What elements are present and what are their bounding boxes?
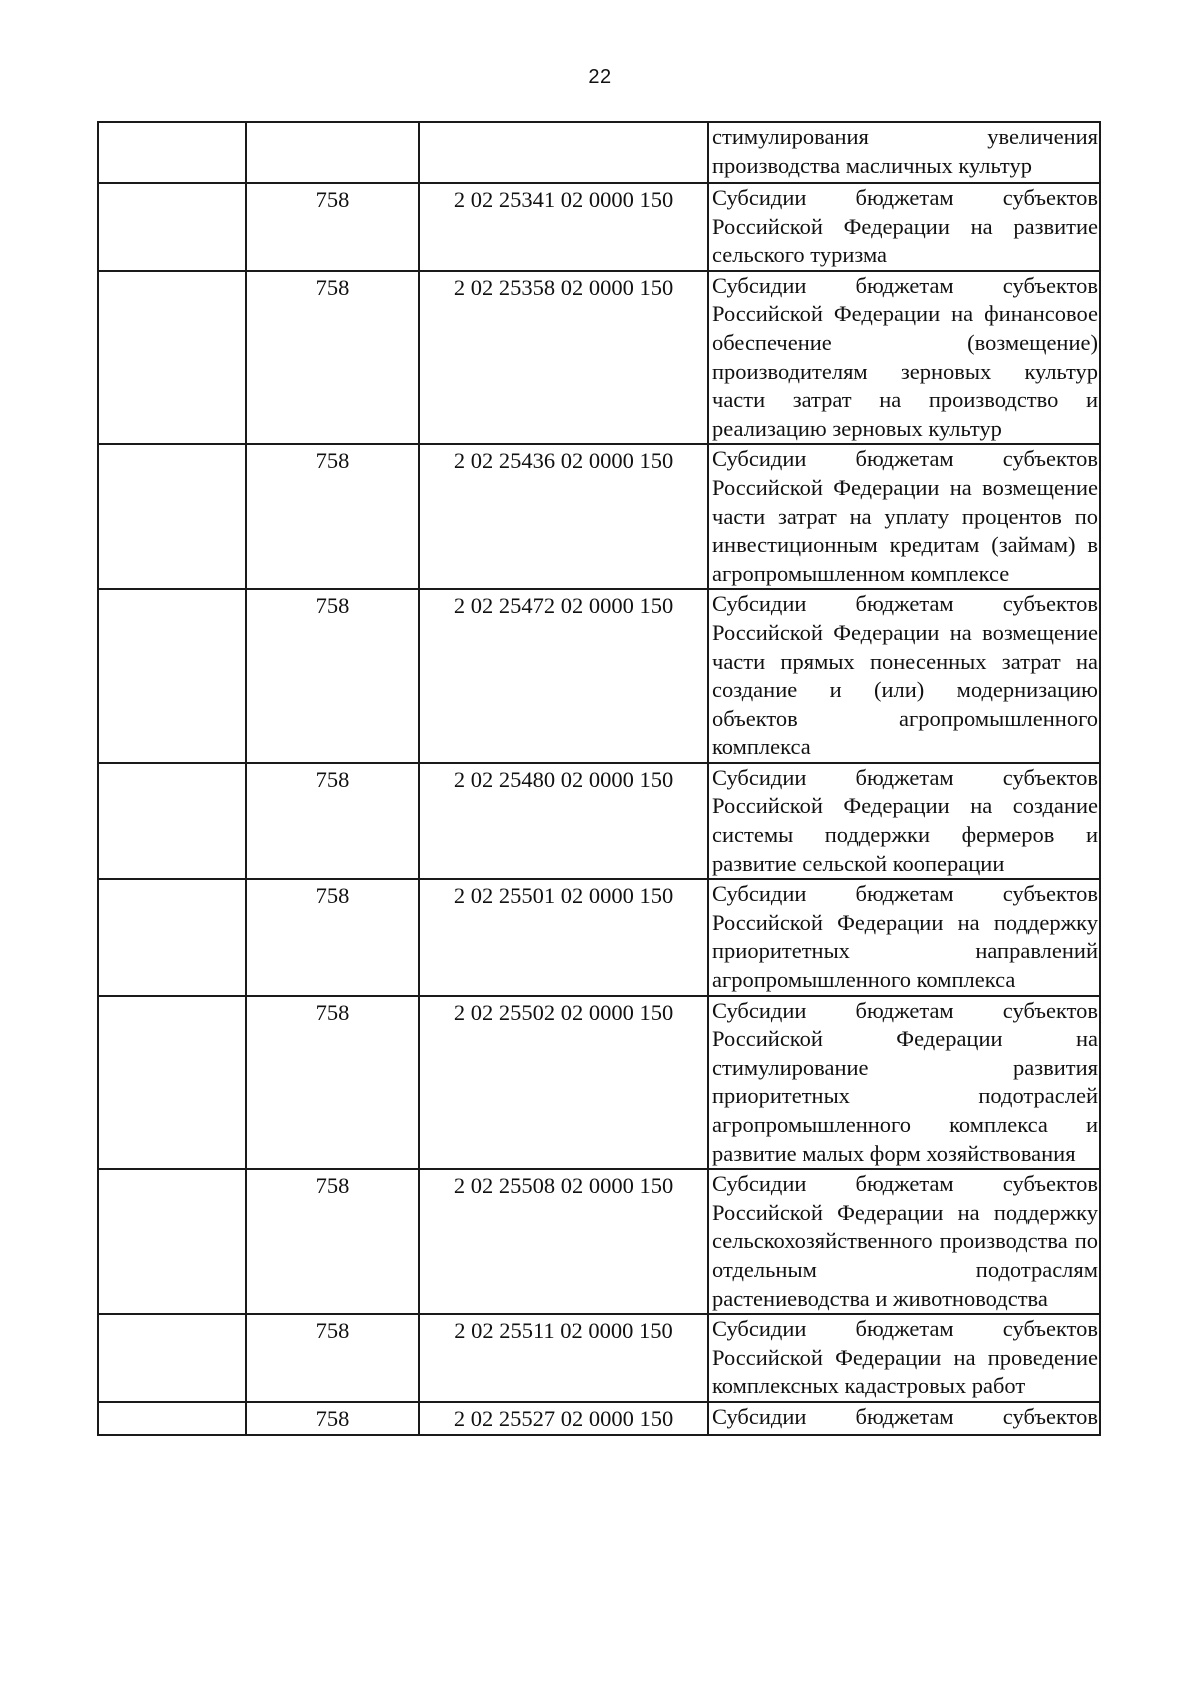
income-name-cell bbox=[708, 996, 1100, 1170]
table-row bbox=[98, 271, 1100, 445]
admin-code-cell bbox=[246, 122, 419, 183]
kbk-code-cell: 2 02 25527 02 0000 150 bbox=[419, 1402, 708, 1435]
kbk-code-cell: 2 02 25436 02 0000 150 bbox=[419, 444, 708, 589]
income-name-text: Субсидии бюджетам субъектов Российской Федерации на стимулирование развития приоритетных подотраслей агропромышленного комплекса и развитие малых форм хозяйствования bbox=[712, 997, 1098, 1166]
income-name-cell bbox=[708, 1314, 1100, 1402]
blank-cell bbox=[98, 1314, 246, 1402]
income-name-text: Субсидии бюджетам субъектов Российской Федерации на возмещение части затрат на уплату процентов по инвестиционным кредитам (займам) в агропромышленном комплексе bbox=[712, 446, 1098, 586]
income-name-text: Субсидии бюджетам субъектов Российской Федерации на финансовое обеспечение (возмещение) производителям зерновых культур части затрат на производство и реализацию зерновых культур bbox=[712, 272, 1098, 441]
blank-cell bbox=[98, 122, 246, 183]
admin-code-cell: 758 bbox=[246, 271, 419, 445]
budget-classification-table bbox=[97, 121, 1101, 1436]
admin-code-cell: 758 bbox=[246, 589, 419, 763]
admin-code-cell: 758 bbox=[246, 1169, 419, 1314]
table-row bbox=[98, 879, 1100, 995]
income-name-cell bbox=[708, 271, 1100, 445]
income-name-text: Субсидии бюджетам субъектов Российской Федерации на поддержку сельскохозяйственного производства по отдельным подотраслям растениеводства и животноводства bbox=[712, 1171, 1098, 1311]
page-number: 22 bbox=[588, 66, 612, 88]
income-name-text: Субсидии бюджетам субъектов Российской Федерации на возмещение части прямых понесенных затрат на создание и (или) модернизацию объектов агропромышленного комплекса bbox=[712, 591, 1098, 760]
income-name-text: стимулирования увеличения производства масличных культур bbox=[712, 124, 1098, 178]
table-row bbox=[98, 1169, 1100, 1314]
admin-code-cell: 758 bbox=[246, 183, 419, 271]
income-name-cell bbox=[708, 122, 1100, 183]
income-name-cell bbox=[708, 763, 1100, 879]
income-name-text: Субсидии бюджетам субъектов Российской Федерации на создание системы поддержки фермеров и развитие сельской кооперации bbox=[712, 764, 1098, 876]
income-name-text: Субсидии бюджетам субъектов Российской Федерации на проведение комплексных кадастровых работ bbox=[712, 1316, 1098, 1399]
kbk-code-cell: 2 02 25358 02 0000 150 bbox=[419, 271, 708, 445]
table-row bbox=[98, 996, 1100, 1170]
blank-cell bbox=[98, 1402, 246, 1435]
blank-cell bbox=[98, 183, 246, 271]
blank-cell bbox=[98, 444, 246, 589]
kbk-code-cell: 2 02 25341 02 0000 150 bbox=[419, 183, 708, 271]
kbk-code-cell: 2 02 25508 02 0000 150 bbox=[419, 1169, 708, 1314]
table-row bbox=[98, 444, 1100, 589]
table-row bbox=[98, 589, 1100, 763]
kbk-code-cell: 2 02 25511 02 0000 150 bbox=[419, 1314, 708, 1402]
table-row bbox=[98, 1402, 1100, 1435]
income-name-cell bbox=[708, 1402, 1100, 1435]
kbk-code-cell: 2 02 25502 02 0000 150 bbox=[419, 996, 708, 1170]
admin-code-cell: 758 bbox=[246, 996, 419, 1170]
blank-cell bbox=[98, 879, 246, 995]
kbk-code-cell: 2 02 25472 02 0000 150 bbox=[419, 589, 708, 763]
admin-code-cell: 758 bbox=[246, 879, 419, 995]
admin-code-cell: 758 bbox=[246, 1314, 419, 1402]
kbk-code-cell: 2 02 25501 02 0000 150 bbox=[419, 879, 708, 995]
table-row bbox=[98, 763, 1100, 879]
income-name-cell bbox=[708, 444, 1100, 589]
blank-cell bbox=[98, 996, 246, 1170]
admin-code-cell: 758 bbox=[246, 444, 419, 589]
income-name-text: Субсидии бюджетам субъектов Российской Федерации на развитие сельского туризма bbox=[712, 185, 1098, 268]
blank-cell bbox=[98, 1169, 246, 1314]
income-name-text: Субсидии бюджетам субъектов Российской Федерации на поддержку приоритетных направлений агропромышленного комплекса bbox=[712, 881, 1098, 993]
admin-code-cell: 758 bbox=[246, 763, 419, 879]
income-name-cell bbox=[708, 183, 1100, 271]
income-name-cell bbox=[708, 589, 1100, 763]
income-name-text: Субсидии бюджетам субъектов bbox=[712, 1403, 1098, 1429]
table-row bbox=[98, 183, 1100, 271]
blank-cell bbox=[98, 271, 246, 445]
blank-cell bbox=[98, 589, 246, 763]
table-row bbox=[98, 122, 1100, 183]
blank-cell bbox=[98, 763, 246, 879]
income-name-cell bbox=[708, 1169, 1100, 1314]
income-name-cell bbox=[708, 879, 1100, 995]
table-row bbox=[98, 1314, 1100, 1402]
kbk-code-cell: 2 02 25480 02 0000 150 bbox=[419, 763, 708, 879]
kbk-code-cell bbox=[419, 122, 708, 183]
admin-code-cell: 758 bbox=[246, 1402, 419, 1435]
